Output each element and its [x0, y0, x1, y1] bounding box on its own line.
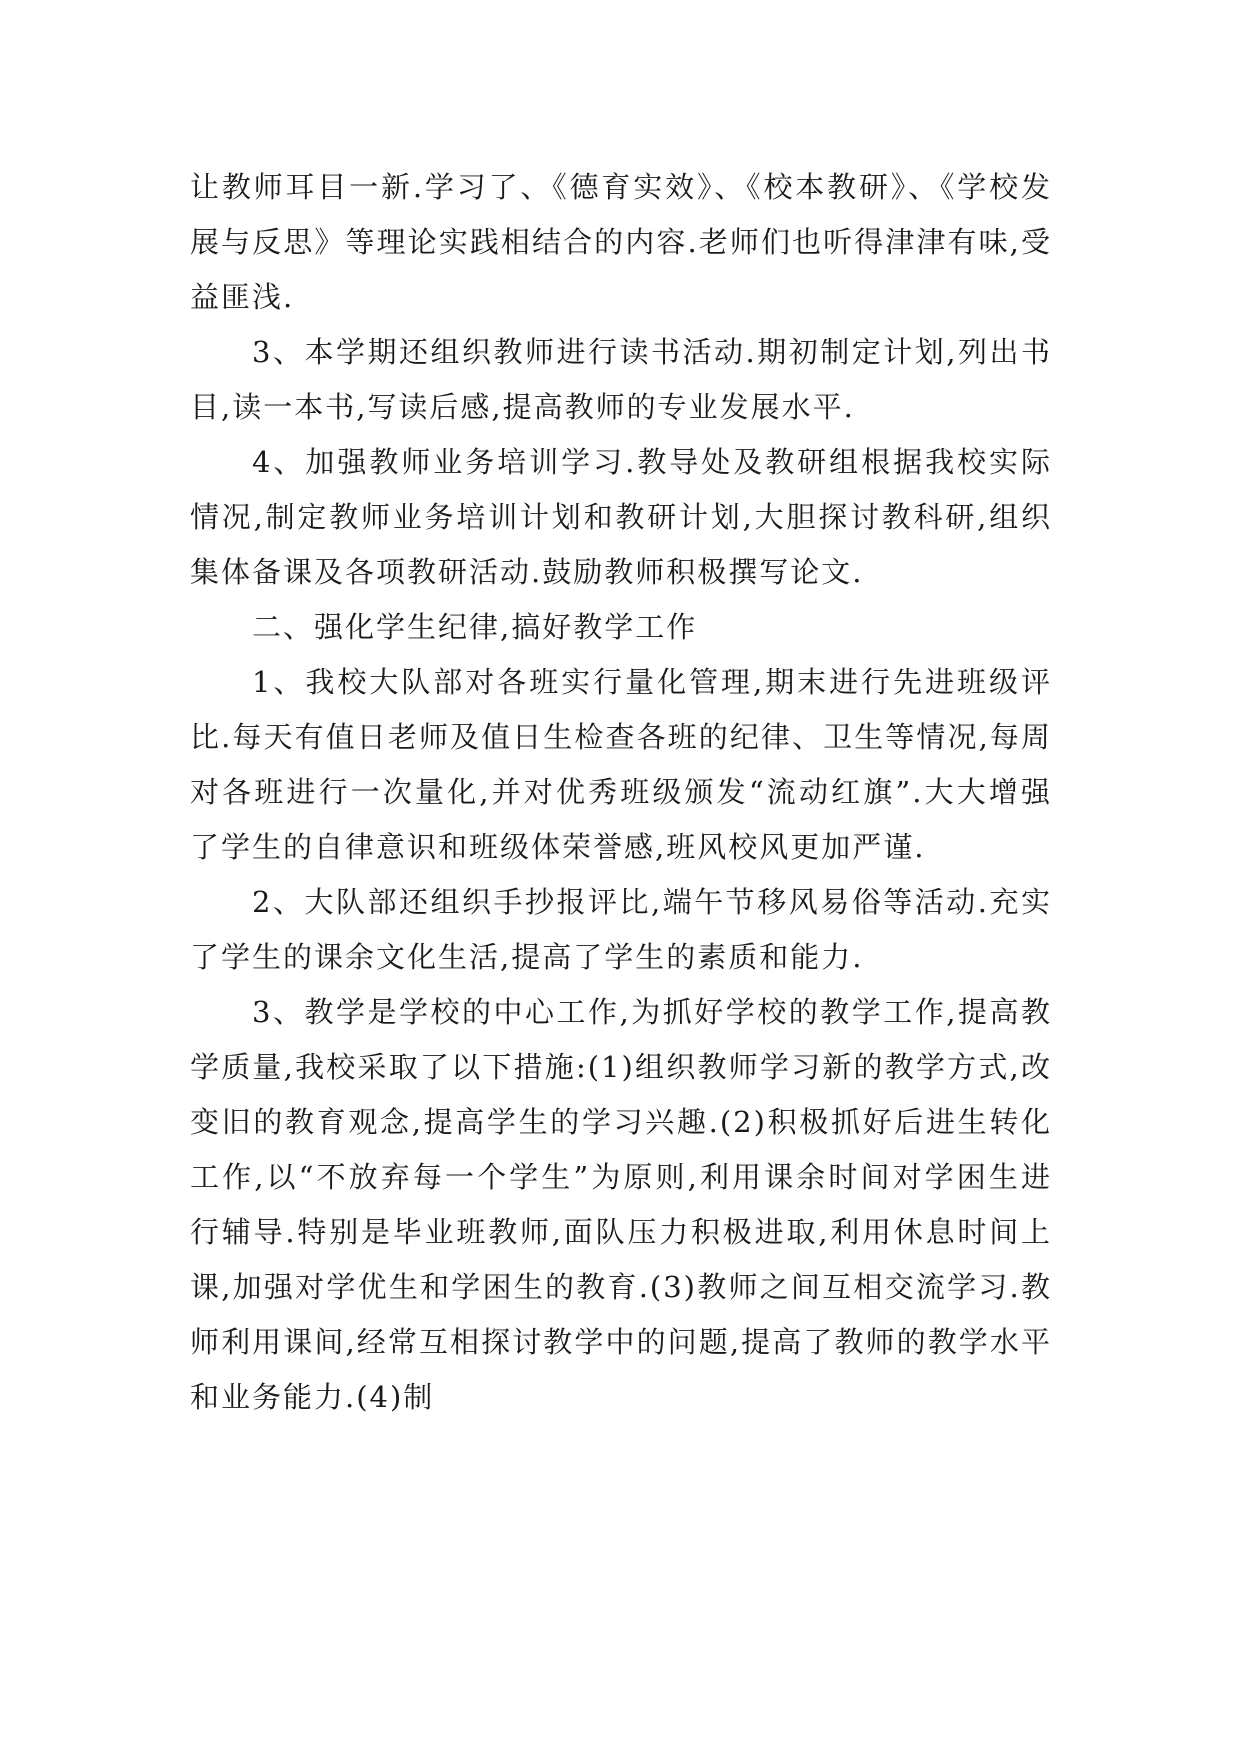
- paragraph-reading-activity: 3、本学期还组织教师进行读书活动.期初制定计划,列出书目,读一本书,写读后感,提高教师的专业发展水平.: [190, 335, 1052, 424]
- section-heading-discipline: 二、强化学生纪律,搞好教学工作: [252, 610, 698, 644]
- paragraph-class-management: 1、我校大队部对各班实行量化管理,期末进行先进班级评比.每天有值日老师及值日生检查各班的纪律、卫生等情况,每周对各班进行一次量化,并对优秀班级颁发“流动红旗”.大大增强了学生的自律意识和班级体荣誉感,班风校风更加严谨.: [190, 665, 1052, 864]
- document-body: [190, 160, 1052, 1425]
- paragraph-teacher-training: 4、加强教师业务培训学习.教导处及教研组根据我校实际情况,制定教师业务培训计划和教研计划,大胆探讨教科研,组织集体备课及各项教研活动.鼓励教师积极撰写论文.: [190, 445, 1052, 589]
- paragraph-continuation: 让教师耳目一新.学习了、《德育实效》、《校本教研》、《学校发展与反思》等理论实践相结合的内容.老师们也听得津津有味,受益匪浅.: [190, 170, 1052, 314]
- paragraph-brigade-activities: 2、大队部还组织手抄报评比,端午节移风易俗等活动.充实了学生的课余文化生活,提高了学生的素质和能力.: [190, 885, 1052, 974]
- paragraph-teaching-measures: 3、教学是学校的中心工作,为抓好学校的教学工作,提高教学质量,我校采取了以下措施:(1)组织教师学习新的教学方式,改变旧的教育观念,提高学生的学习兴趣.(2)积极抓好后进生转化工作,以“不放弃每一个学生”为原则,利用课余时间对学困生进行辅导.特别是毕业班教师,面队压力积极进取,利用休息时间上课,加强对学优生和学困生的教育.(3)教师之间互相交流学习.教师利用课间,经常互相探讨教学中的问题,提高了教师的教学水平和业务能力.(4)制: [190, 995, 1052, 1414]
